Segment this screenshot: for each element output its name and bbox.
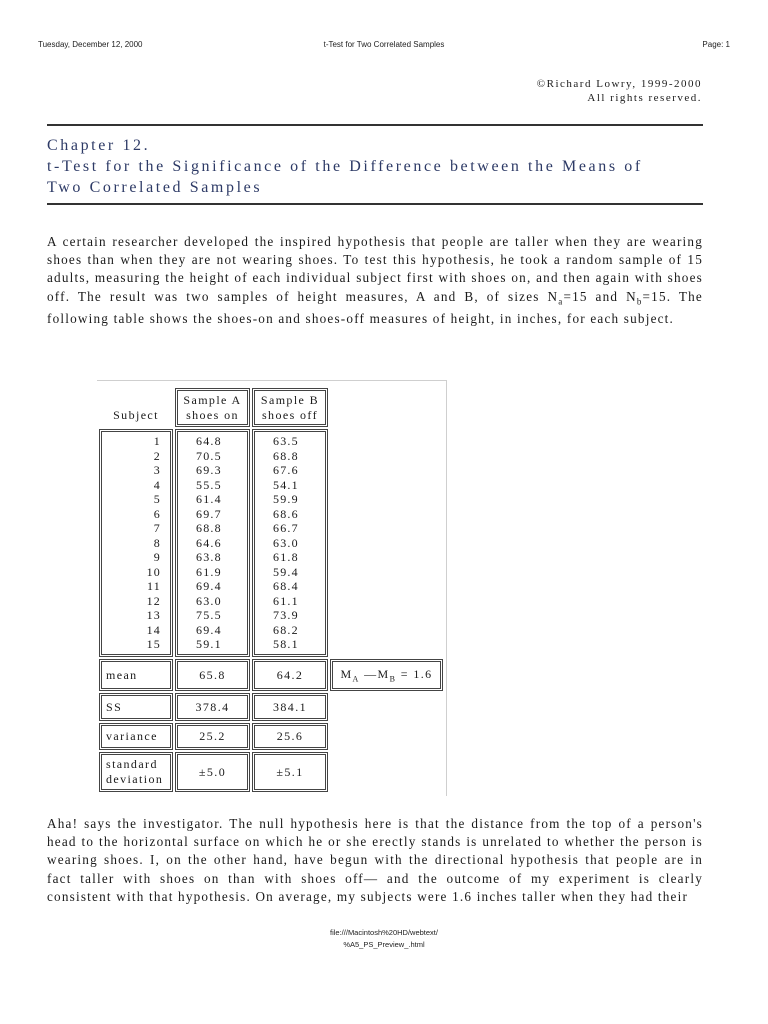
chapter-title-line2: Two Correlated Samples bbox=[47, 179, 263, 196]
sample-a-value: 61.4 bbox=[196, 492, 222, 506]
mean-difference-cell bbox=[330, 659, 443, 691]
sample-a-header-line1: Sample A bbox=[183, 392, 242, 407]
subject-header bbox=[99, 388, 173, 427]
mean-difference-value: = 1.6 bbox=[396, 666, 433, 681]
sample-b-value: 63.0 bbox=[273, 535, 299, 550]
variance-label: variance bbox=[106, 729, 158, 743]
ss-b-cell bbox=[252, 693, 328, 721]
chapter-title-line1: t-Test for the Significance of the Difference between the Means of bbox=[47, 158, 643, 175]
mean-b-cell bbox=[252, 659, 328, 691]
subject-number: 9 bbox=[153, 550, 161, 564]
sd-b-value: ±5.1 bbox=[276, 764, 304, 779]
mean-a-value: 65.8 bbox=[199, 667, 226, 682]
sample-b-value: 68.8 bbox=[273, 448, 299, 463]
sd-b-cell bbox=[252, 752, 328, 792]
sample-a-value: 63.8 bbox=[196, 550, 222, 564]
sample-b-value: 68.6 bbox=[273, 506, 299, 521]
header-date: Tuesday, December 12, 2000 bbox=[38, 40, 143, 49]
sample-b-value: 54.1 bbox=[273, 477, 299, 492]
variance-a-value: 25.2 bbox=[199, 729, 226, 743]
mean-label-cell bbox=[99, 659, 173, 691]
intro-text-2: =15 and N bbox=[563, 288, 637, 304]
sample-a-header-line2: shoes on bbox=[186, 407, 239, 422]
sample-a-value: 55.5 bbox=[196, 477, 222, 492]
subject-number: 4 bbox=[153, 477, 161, 492]
variance-b-value: 25.6 bbox=[276, 729, 304, 743]
ss-a-value: 378.4 bbox=[195, 699, 230, 714]
sd-a-cell bbox=[175, 752, 250, 792]
sd-a-value: ±5.0 bbox=[198, 764, 227, 779]
subject-number: 15 bbox=[146, 637, 161, 651]
sample-a-value: 70.5 bbox=[196, 448, 222, 463]
discussion-paragraph: Aha! says the investigator. The null hypothesis here is that the distance from the top of a person's head to the horizontal surface on which he or she erectly stands is unrelated to whether the person is wearing shoes. I, on the other hand, have begun with the directional hypothesis that people are in fact taller with shoes on than with shoes off— and the outcome of my experiment is clearly consistent with that hypothesis. On average, my subjects were 1.6 inches taller when they had their bbox=[47, 816, 703, 904]
sample-a-value: 64.6 bbox=[196, 535, 222, 550]
subject-number: 1 bbox=[153, 434, 161, 448]
rights-line: All rights reserved. bbox=[587, 92, 702, 104]
subject-number: 6 bbox=[153, 506, 161, 521]
top-rule bbox=[47, 124, 703, 126]
subject-column bbox=[104, 434, 161, 652]
mb-subscript: B bbox=[389, 674, 397, 684]
chapter-number: Chapter 12. bbox=[47, 137, 151, 154]
sample-b-value: 66.7 bbox=[273, 521, 299, 535]
sample-a-value: 69.4 bbox=[196, 579, 222, 593]
intro-text-3: =15. The following table shows the shoes-on and shoes-off measures of height, in inches, for each subject. bbox=[47, 288, 703, 327]
mb-symbol: —M bbox=[359, 666, 390, 681]
variance-a-cell bbox=[175, 723, 250, 750]
subject-number: 11 bbox=[147, 579, 161, 593]
ss-label: SS bbox=[106, 699, 123, 714]
sample-a-value: 69.4 bbox=[196, 622, 222, 637]
sample-a-value: 63.0 bbox=[196, 593, 222, 608]
sample-a-value: 69.7 bbox=[196, 506, 222, 521]
sample-b-value: 73.9 bbox=[273, 608, 299, 622]
sample-a-value: 59.1 bbox=[196, 637, 222, 651]
nb-subscript: b bbox=[636, 296, 643, 307]
intro-text-1: A certain researcher developed the inspired hypothesis that people are taller when they are wearing shoes than when they are not wearing shoes. To test this hypothesis, he took a random sample of 15 adults, measuring the height of each individual subject first with shoes on, and then again with shoes off. The result was two samples of height measures, A and B, of sizes N bbox=[47, 234, 703, 304]
subject-number: 12 bbox=[146, 593, 161, 608]
subject-number: 14 bbox=[146, 622, 161, 637]
footer-path-line1: file:///Macintosh%20HD/webtext/ bbox=[330, 928, 438, 937]
mean-b-value: 64.2 bbox=[276, 667, 304, 682]
intro-paragraph bbox=[47, 233, 703, 329]
sample-b-value: 68.2 bbox=[273, 622, 299, 637]
subject-number: 5 bbox=[153, 492, 161, 506]
sample-a-value: 61.9 bbox=[196, 564, 222, 579]
sample-a-value: 64.8 bbox=[196, 434, 222, 448]
subject-number: 7 bbox=[153, 521, 161, 535]
mean-a-cell bbox=[175, 659, 250, 691]
mean-difference bbox=[340, 667, 432, 683]
ss-label-cell bbox=[99, 693, 173, 721]
sample-b-value: 59.9 bbox=[273, 492, 299, 506]
subject-number: 2 bbox=[153, 448, 161, 463]
sd-label-line1: standard bbox=[106, 757, 158, 771]
header-title: t-Test for Two Correlated Samples bbox=[323, 40, 445, 49]
copyright-line: ©Richard Lowry, 1999-2000 bbox=[536, 78, 702, 90]
footer-path-line2: %A5_PS_Preview_.html bbox=[343, 940, 425, 949]
sample-b-value: 61.1 bbox=[273, 593, 299, 608]
sd-label-cell bbox=[99, 752, 173, 792]
mean-label: mean bbox=[106, 667, 138, 682]
subject-number: 13 bbox=[146, 608, 161, 622]
bottom-rule bbox=[47, 203, 703, 205]
sample-b-value: 58.1 bbox=[273, 637, 299, 651]
sample-b-header-line1: Sample B bbox=[260, 392, 320, 407]
header-page-number: Page: 1 bbox=[702, 40, 730, 49]
subject-number: 3 bbox=[153, 463, 161, 477]
ma-symbol: M bbox=[340, 666, 353, 681]
sample-b-header-line2: shoes off bbox=[261, 407, 319, 422]
ma-subscript: A bbox=[352, 674, 360, 684]
sample-a-value: 75.5 bbox=[196, 608, 222, 622]
subject-number: 10 bbox=[146, 564, 161, 579]
sample-b-header bbox=[252, 388, 328, 427]
subject-header-label: Subject bbox=[113, 408, 159, 422]
sample-a-value: 69.3 bbox=[196, 463, 222, 477]
subject-number: 8 bbox=[153, 535, 161, 550]
sample-b-column bbox=[273, 434, 299, 652]
na-subscript: a bbox=[558, 296, 564, 307]
sample-a-value: 68.8 bbox=[196, 521, 222, 535]
sample-b-value: 68.4 bbox=[273, 579, 299, 593]
ss-a-cell bbox=[175, 693, 250, 721]
sample-b-value: 59.4 bbox=[273, 564, 299, 579]
sample-b-value: 61.8 bbox=[273, 550, 299, 564]
ss-b-value: 384.1 bbox=[273, 699, 307, 714]
sample-b-value: 67.6 bbox=[273, 463, 299, 477]
variance-b-cell bbox=[252, 723, 328, 750]
variance-label-cell bbox=[99, 723, 173, 750]
sample-b-value: 63.5 bbox=[273, 434, 299, 448]
sd-label-line2: deviation bbox=[106, 772, 164, 786]
sample-a-header bbox=[175, 388, 250, 427]
sample-a-column bbox=[196, 434, 222, 652]
